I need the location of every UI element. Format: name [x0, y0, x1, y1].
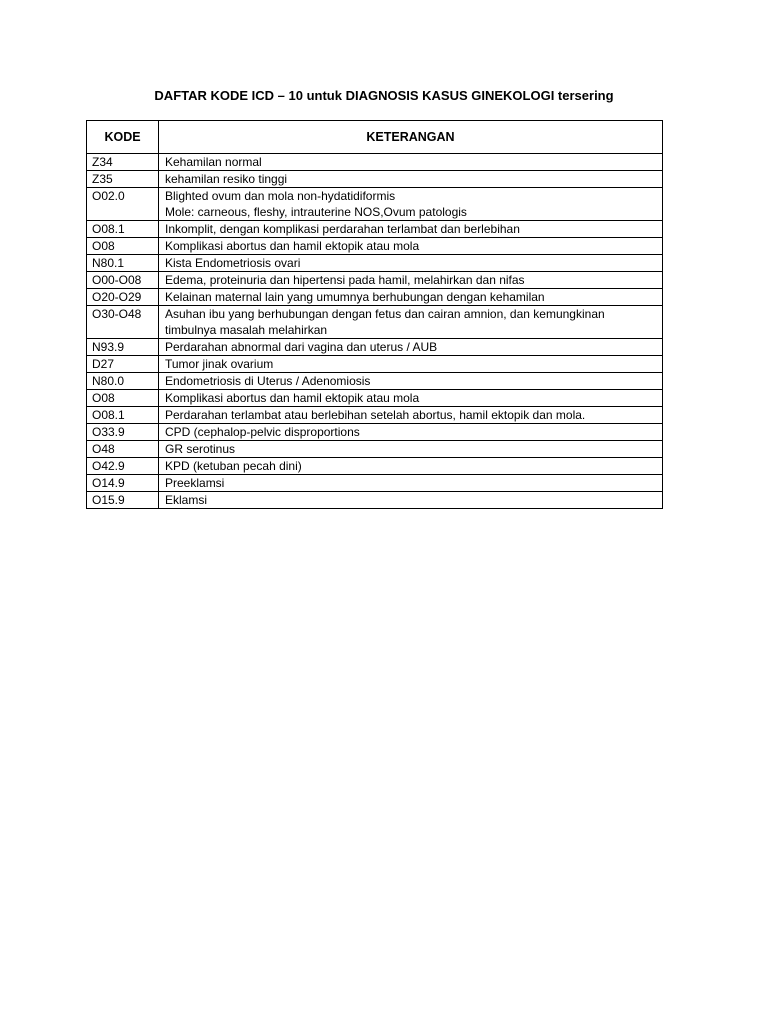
icd-code-cell: O00-O08	[87, 272, 159, 289]
table-row	[87, 475, 663, 492]
description-cell: Preeklamsi	[159, 475, 663, 492]
table-row	[87, 390, 663, 407]
description-cell: Eklamsi	[159, 492, 663, 509]
icd-code-cell: O33.9	[87, 424, 159, 441]
icd-code-cell: O42.9	[87, 458, 159, 475]
description-cell: kehamilan resiko tinggi	[159, 171, 663, 188]
icd-code-cell: O08	[87, 238, 159, 255]
table-row	[87, 458, 663, 475]
table-row	[87, 289, 663, 306]
icd-code-cell: O20-O29	[87, 289, 159, 306]
table-row	[87, 339, 663, 356]
icd-code-cell: O15.9	[87, 492, 159, 509]
icd-code-cell: Z34	[87, 154, 159, 171]
icd-code-cell: O08	[87, 390, 159, 407]
description-cell: GR serotinus	[159, 441, 663, 458]
table-row	[87, 373, 663, 390]
table-row	[87, 424, 663, 441]
table-body	[87, 154, 663, 509]
icd-code-cell: N80.0	[87, 373, 159, 390]
icd-code-cell: Z35	[87, 171, 159, 188]
description-cell: Edema, proteinuria dan hipertensi pada hamil, melahirkan dan nifas	[159, 272, 663, 289]
description-cell: Komplikasi abortus dan hamil ektopik atau mola	[159, 238, 663, 255]
icd-code-cell: O08.1	[87, 221, 159, 238]
table-header-row	[87, 121, 663, 154]
icd-code-table	[86, 120, 663, 509]
description-cell: Blighted ovum dan mola non-hydatidiformis Mole: carneous, fleshy, intrauterine NOS,Ovum patologis	[159, 188, 663, 221]
header-keterangan: KETERANGAN	[159, 121, 663, 154]
description-cell: Kehamilan normal	[159, 154, 663, 171]
description-cell: Perdarahan terlambat atau berlebihan setelah abortus, hamil ektopik dan mola.	[159, 407, 663, 424]
description-cell: Asuhan ibu yang berhubungan dengan fetus dan cairan amnion, dan kemungkinan timbulnya masalah melahirkan	[159, 306, 663, 339]
table-row	[87, 272, 663, 289]
icd-code-cell: N80.1	[87, 255, 159, 272]
icd-code-cell: O02.0	[87, 188, 159, 221]
icd-code-cell: O30-O48	[87, 306, 159, 339]
description-cell: Endometriosis di Uterus / Adenomiosis	[159, 373, 663, 390]
table-row	[87, 492, 663, 509]
icd-code-cell: O08.1	[87, 407, 159, 424]
description-cell: Kista Endometriosis ovari	[159, 255, 663, 272]
table-row	[87, 356, 663, 373]
description-cell: KPD (ketuban pecah dini)	[159, 458, 663, 475]
description-cell: Inkomplit, dengan komplikasi perdarahan terlambat dan berlebihan	[159, 221, 663, 238]
description-cell: Perdarahan abnormal dari vagina dan uterus / AUB	[159, 339, 663, 356]
table-row	[87, 154, 663, 171]
description-cell: Komplikasi abortus dan hamil ektopik atau mola	[159, 390, 663, 407]
icd-code-cell: O14.9	[87, 475, 159, 492]
table-row	[87, 255, 663, 272]
table-row	[87, 407, 663, 424]
table-row	[87, 188, 663, 221]
table-row	[87, 306, 663, 339]
table-row	[87, 221, 663, 238]
description-cell: Tumor jinak ovarium	[159, 356, 663, 373]
icd-code-cell: N93.9	[87, 339, 159, 356]
header-kode: KODE	[87, 121, 159, 154]
table-row	[87, 238, 663, 255]
description-cell: Kelainan maternal lain yang umumnya berhubungan dengan kehamilan	[159, 289, 663, 306]
description-cell: CPD (cephalop-pelvic disproportions	[159, 424, 663, 441]
table-row	[87, 441, 663, 458]
icd-code-cell: O48	[87, 441, 159, 458]
table-row	[87, 171, 663, 188]
document-title: DAFTAR KODE ICD – 10 untuk DIAGNOSIS KASUS GINEKOLOGI tersering	[154, 88, 614, 103]
icd-code-cell: D27	[87, 356, 159, 373]
